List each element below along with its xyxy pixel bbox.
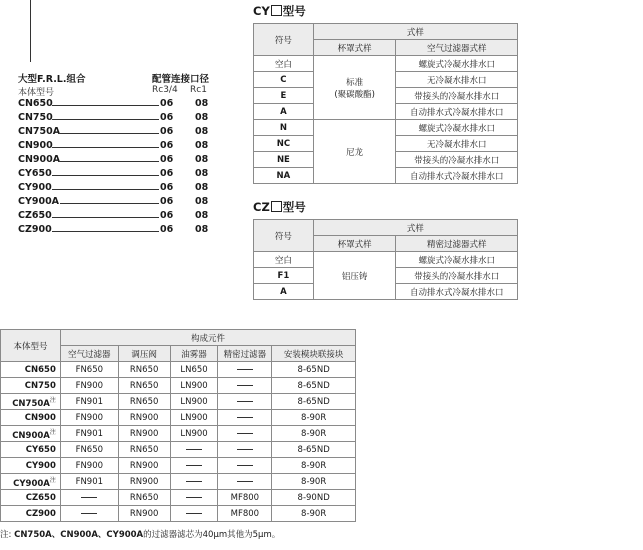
cz-table-title: [253, 199, 306, 215]
not-applicable-dash: [186, 497, 202, 498]
filter-cell: 自动排水式冷凝水排水口: [396, 284, 518, 300]
placeholder-box-icon: [271, 201, 282, 212]
footnote: [0, 528, 280, 540]
leader-dash: [52, 217, 159, 218]
note-marker: 注: [49, 428, 56, 436]
not-applicable-dash: [186, 449, 202, 450]
port-size-rc1: 08: [195, 182, 209, 193]
component-cell: RN650: [118, 378, 170, 394]
model-row: [18, 126, 218, 140]
model-code: CY900: [25, 460, 56, 471]
note-marker: 注: [49, 476, 56, 484]
col-spec-header: 式样: [313, 220, 517, 236]
table-row: [1, 442, 356, 458]
model-cell: [1, 426, 61, 442]
filter-cell: 螺旋式冷凝水排水口: [396, 120, 518, 136]
symbol-cell: C: [254, 72, 314, 88]
component-cell: FN901: [60, 394, 118, 410]
component-cell: 8-65ND: [272, 442, 356, 458]
component-cell: RN900: [118, 506, 170, 522]
component-cell: [170, 442, 218, 458]
model-row: [18, 112, 218, 126]
not-applicable-dash: [237, 465, 253, 466]
component-cell: [170, 474, 218, 490]
cy-table-title: [253, 3, 306, 19]
model-row: [18, 196, 218, 210]
port-size-rc1: 08: [195, 98, 209, 109]
component-cell: LN900: [170, 410, 218, 426]
model-code: CY900A: [18, 196, 60, 207]
footnote-text: 的过滤器滤芯为40μm其他为5μm。: [143, 530, 281, 540]
component-cell: 8-65ND: [272, 394, 356, 410]
component-cell: 8-90R: [272, 410, 356, 426]
not-applicable-dash: [81, 513, 97, 514]
filter-cell: 螺旋式冷凝水排水口: [396, 56, 518, 72]
symbol-cell: N: [254, 120, 314, 136]
table-row: [1, 362, 356, 378]
model-row: [18, 182, 218, 196]
not-applicable-dash: [237, 449, 253, 450]
component-cell: [60, 506, 118, 522]
port-col-rc34: Rc3/4: [152, 85, 178, 95]
leader-line: [30, 0, 31, 62]
port-size-rc1: 08: [195, 126, 209, 137]
model-row: [18, 168, 218, 182]
component-cell: [218, 442, 272, 458]
symbol-cell: NC: [254, 136, 314, 152]
leader-dash: [52, 105, 159, 106]
symbol-cell: 空白: [254, 252, 314, 268]
port-size-rc1: 08: [195, 154, 209, 165]
footnote-models: CN750A、CN900A、CY900A: [14, 530, 144, 540]
cup-cell: [313, 56, 396, 120]
table-row: [1, 506, 356, 522]
port-size-rc1: 08: [195, 224, 209, 235]
component-cell: RN650: [118, 490, 170, 506]
model-row: [18, 210, 218, 224]
frl-heading: 大型F.R.L.组合: [18, 74, 86, 85]
cup-sublabel: (聚碳酸酯): [334, 89, 375, 100]
component-cell: [218, 458, 272, 474]
model-cell: [1, 458, 61, 474]
col-precision-filter-header: 精密过滤器: [218, 346, 272, 362]
component-cell: [218, 410, 272, 426]
component-cell: FN900: [60, 378, 118, 394]
component-cell: [218, 474, 272, 490]
port-size-rc1: 08: [195, 112, 209, 123]
model-code: CN650: [18, 98, 53, 109]
not-applicable-dash: [186, 465, 202, 466]
port-size-rc1: 08: [195, 140, 209, 151]
note-marker: 注: [49, 396, 56, 404]
component-cell: LN650: [170, 362, 218, 378]
model-cell: [1, 474, 61, 490]
cz-spec-table: [253, 219, 518, 300]
component-cell: LN900: [170, 394, 218, 410]
table-row: [1, 458, 356, 474]
port-size-rc34: 06: [160, 224, 174, 235]
component-cell: 8-90R: [272, 474, 356, 490]
component-cell: MF800: [218, 506, 272, 522]
col-filter-header: 精密过滤器式样: [396, 236, 518, 252]
component-cell: [218, 378, 272, 394]
cup-label: 标准: [346, 77, 364, 88]
filter-cell: 带接头的冷凝水排水口: [396, 268, 518, 284]
leader-dash: [52, 147, 159, 148]
filter-cell: 自动排水式冷凝水排水口: [396, 104, 518, 120]
model-cell: [1, 394, 61, 410]
port-size-rc34: 06: [160, 112, 174, 123]
symbol-cell: A: [254, 104, 314, 120]
model-code: CY650: [25, 444, 56, 455]
port-size-rc34: 06: [160, 154, 174, 165]
not-applicable-dash: [237, 385, 253, 386]
model-code: CZ650: [25, 492, 56, 503]
component-cell: [170, 458, 218, 474]
component-cell: FN650: [60, 442, 118, 458]
model-row: [18, 140, 218, 154]
component-cell: [170, 506, 218, 522]
cy-title-suffix: 型号: [282, 4, 306, 18]
model-cell: [1, 378, 61, 394]
component-cell: 8-90R: [272, 506, 356, 522]
filter-cell: 带接头的冷凝水排水口: [396, 152, 518, 168]
symbol-cell: 空白: [254, 56, 314, 72]
cz-title-suffix: 型号: [282, 200, 306, 214]
not-applicable-dash: [237, 369, 253, 370]
table-row: [1, 410, 356, 426]
components-body: [1, 362, 356, 522]
filter-cell: 无冷凝水排水口: [396, 136, 518, 152]
leader-dash: [60, 203, 159, 204]
col-cup-header: 杯罩式样: [313, 40, 396, 56]
symbol-cell: A: [254, 284, 314, 300]
model-cell: [1, 410, 61, 426]
component-cell: FN650: [60, 362, 118, 378]
port-size-rc34: 06: [160, 210, 174, 221]
component-cell: [218, 394, 272, 410]
model-code: CN900: [18, 140, 53, 151]
leader-dash: [60, 133, 159, 134]
leader-dash: [60, 161, 159, 162]
components-table: [0, 329, 356, 522]
filter-cell: 无冷凝水排水口: [396, 72, 518, 88]
not-applicable-dash: [237, 481, 253, 482]
component-cell: [218, 362, 272, 378]
cup-cell: 铝压铸: [313, 252, 396, 300]
leader-dash: [52, 189, 159, 190]
col-air-filter-header: 空气过滤器: [60, 346, 118, 362]
port-size-rc34: 06: [160, 196, 174, 207]
model-cell: [1, 506, 61, 522]
col-spec-header: 式样: [313, 24, 517, 40]
model-cell: [1, 362, 61, 378]
filter-cell: 螺旋式冷凝水排水口: [396, 252, 518, 268]
component-cell: RN900: [118, 410, 170, 426]
col-filter-header: 空气过滤器式样: [396, 40, 518, 56]
table-row: [1, 378, 356, 394]
placeholder-box-icon: [271, 5, 282, 16]
component-cell: FN901: [60, 426, 118, 442]
port-size-rc1: 08: [195, 210, 209, 221]
model-row: [18, 224, 218, 238]
footnote-label: 注:: [0, 530, 12, 540]
component-cell: RN650: [118, 442, 170, 458]
component-cell: 8-65ND: [272, 362, 356, 378]
filter-cell: 带接头的冷凝水排水口: [396, 88, 518, 104]
cup-cell: 尼龙: [313, 120, 396, 184]
model-code: CN900A: [18, 154, 61, 165]
model-code: CN650: [24, 364, 56, 375]
model-row: [18, 154, 218, 168]
model-code: CZ900: [25, 508, 56, 519]
leader-dash: [52, 231, 159, 232]
not-applicable-dash: [81, 497, 97, 498]
port-heading: 配管连接口径: [152, 74, 210, 85]
component-cell: RN900: [118, 474, 170, 490]
model-subheading: 本体型号: [18, 88, 55, 98]
symbol-cell: NE: [254, 152, 314, 168]
symbol-cell: NA: [254, 168, 314, 184]
port-size-rc34: 06: [160, 126, 174, 137]
port-size-rc34: 06: [160, 182, 174, 193]
col-regulator-header: 调压阀: [118, 346, 170, 362]
not-applicable-dash: [237, 401, 253, 402]
component-cell: 8-65ND: [272, 378, 356, 394]
port-size-rc34: 06: [160, 140, 174, 151]
model-code: CY900A: [13, 478, 50, 489]
component-cell: FN901: [60, 474, 118, 490]
component-cell: FN900: [60, 410, 118, 426]
cy-spec-table: [253, 23, 518, 184]
component-cell: 8-90R: [272, 458, 356, 474]
model-cell: [1, 442, 61, 458]
leader-dash: [52, 175, 159, 176]
col-module-header: 安装模块联接块: [272, 346, 356, 362]
port-size-rc34: 06: [160, 168, 174, 179]
port-col-rc1: Rc1: [190, 85, 207, 95]
model-code: CY650: [18, 168, 52, 179]
port-size-rc1: 08: [195, 168, 209, 179]
component-cell: MF800: [218, 490, 272, 506]
component-cell: RN650: [118, 362, 170, 378]
col-symbol-header: 符号: [254, 220, 314, 252]
col-cup-header: 杯罩式样: [313, 236, 396, 252]
table-row: [1, 426, 356, 442]
cy-title-prefix: CY: [253, 4, 270, 18]
model-cell: [1, 490, 61, 506]
port-size-rc1: 08: [195, 196, 209, 207]
port-size-rc34: 06: [160, 98, 174, 109]
component-cell: RN900: [118, 426, 170, 442]
filter-cell: 自动排水式冷凝水排水口: [396, 168, 518, 184]
symbol-cell: F1: [254, 268, 314, 284]
component-cell: [60, 490, 118, 506]
model-code: CN750A: [12, 398, 50, 409]
not-applicable-dash: [186, 513, 202, 514]
model-code: CN750: [24, 380, 56, 391]
component-cell: RN650: [118, 394, 170, 410]
component-cell: [170, 490, 218, 506]
symbol-cell: E: [254, 88, 314, 104]
component-cell: LN900: [170, 426, 218, 442]
not-applicable-dash: [186, 481, 202, 482]
model-row: [18, 98, 218, 112]
model-code: CZ650: [18, 210, 52, 221]
model-code: CY900: [18, 182, 52, 193]
table-row: [1, 394, 356, 410]
table-row: [1, 474, 356, 490]
component-cell: LN900: [170, 378, 218, 394]
col-symbol-header: 符号: [254, 24, 314, 56]
model-code: CN900: [24, 412, 56, 423]
component-cell: 8-90R: [272, 426, 356, 442]
not-applicable-dash: [237, 433, 253, 434]
col-model-header: 本体型号: [1, 330, 61, 362]
model-code: CN750A: [18, 126, 61, 137]
component-cell: 8-90ND: [272, 490, 356, 506]
component-cell: FN900: [60, 458, 118, 474]
not-applicable-dash: [237, 417, 253, 418]
model-code: CN750: [18, 112, 53, 123]
leader-dash: [52, 119, 159, 120]
model-code: CN900A: [12, 430, 50, 441]
component-cell: [218, 426, 272, 442]
component-cell: RN900: [118, 458, 170, 474]
table-row: [1, 490, 356, 506]
cz-title-prefix: CZ: [253, 200, 270, 214]
model-code: CZ900: [18, 224, 52, 235]
col-group-header: 构成元件: [60, 330, 355, 346]
col-lubricator-header: 油雾器: [170, 346, 218, 362]
